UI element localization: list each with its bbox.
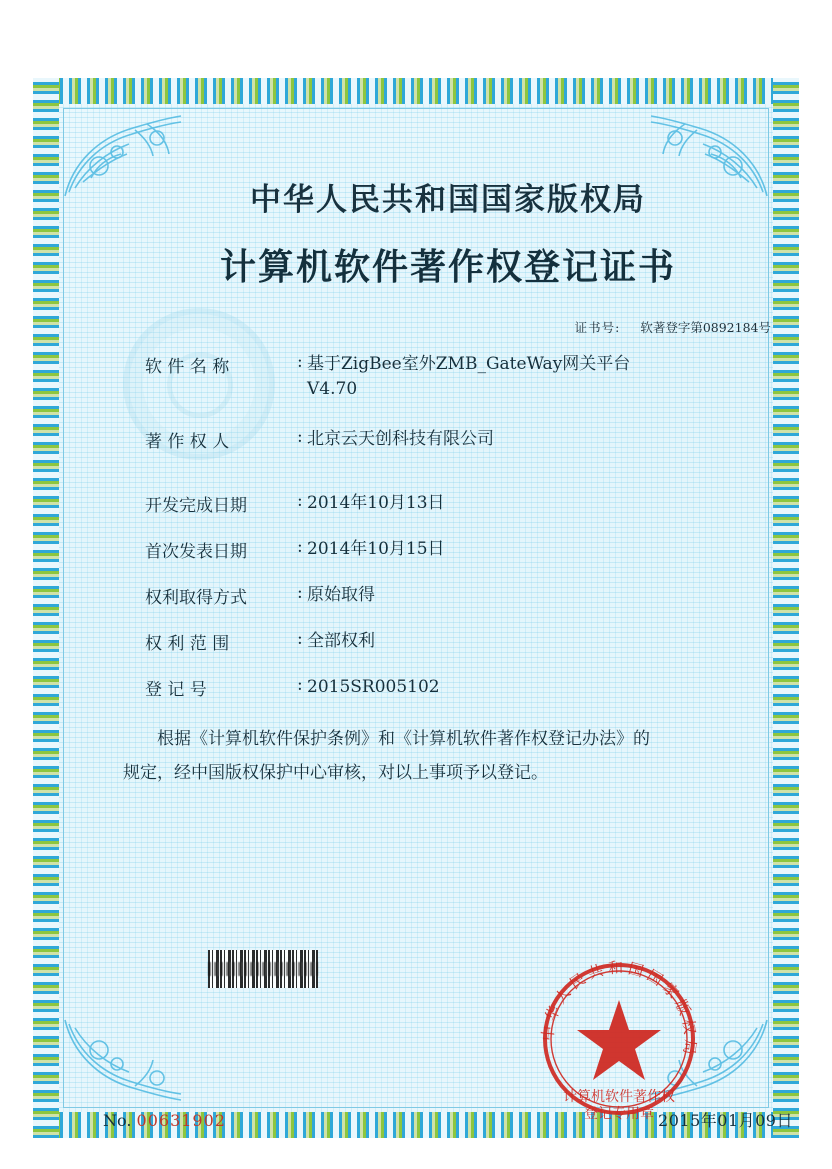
corner-flourish-bottom-left-icon (63, 1018, 183, 1108)
field-value: 原始取得 (307, 585, 375, 606)
field-colon: : (297, 352, 303, 372)
field-value: 2015SR005102 (307, 677, 440, 698)
official-seal (530, 950, 708, 1128)
field-label: 登 记 号 (145, 680, 207, 701)
field-value (307, 352, 793, 401)
field-label: 开发完成日期 (145, 496, 247, 517)
field-colon: : (297, 583, 303, 604)
field-value: 北京云天创科技有限公司 (307, 429, 494, 450)
serial-number (103, 1111, 226, 1130)
field-value-line2: V4.70 (307, 378, 358, 399)
field-value: 2014年10月15日 (307, 539, 445, 560)
legal-statement (103, 722, 793, 790)
field-copyright-owner (145, 427, 793, 452)
serial-number-value: 00631902 (136, 1111, 226, 1130)
field-software-name (145, 352, 793, 401)
field-development-completion-date (145, 491, 793, 516)
certificate-footer (103, 1108, 793, 1131)
barcode-overlay (208, 962, 318, 976)
border-band-top (33, 78, 799, 104)
field-value: 全部权利 (307, 631, 375, 652)
field-value: 2014年10月13日 (307, 493, 445, 514)
field-colon: : (297, 629, 303, 650)
field-spacer (145, 473, 793, 491)
field-label: 权利取得方式 (145, 588, 247, 609)
field-label: 著 作 权 人 (145, 432, 230, 453)
certificate-content (103, 174, 793, 790)
field-label: 权 利 范 围 (145, 634, 230, 655)
statement-line-1: 根据《计算机软件保护条例》和《计算机软件著作权登记办法》的 (157, 729, 650, 750)
field-first-publication-date (145, 537, 793, 562)
svg-text:登记专用章: 登记专用章 (584, 1106, 654, 1122)
field-colon: : (297, 427, 303, 448)
serial-number-label: No. (103, 1111, 132, 1130)
certificate-number-value: 软著登字第0892184号 (640, 320, 771, 335)
certificate-number-label: 证书号: (574, 320, 621, 335)
border-band-left (33, 78, 59, 1138)
issuing-authority-title: 中华人民共和国国家版权局 (250, 182, 646, 218)
field-spacer (145, 409, 793, 427)
field-rights-acquisition-method (145, 583, 793, 608)
field-label: 软 件 名 称 (145, 357, 230, 377)
field-colon: : (297, 491, 303, 512)
svg-text:计算机软件著作权: 计算机软件著作权 (563, 1089, 675, 1105)
statement-line-2: 规定，经中国版权保护中心审核，对以上事项予以登记。 (123, 763, 548, 784)
field-rights-scope (145, 629, 793, 654)
certificate-number-row (103, 318, 793, 336)
field-list (103, 352, 793, 700)
field-label: 首次发表日期 (145, 542, 247, 563)
certificate-frame (33, 78, 799, 1138)
field-value-line1: 基于ZigBee室外ZMB_GateWay网关平台 (307, 354, 631, 374)
field-registration-number (145, 675, 793, 700)
svg-text:中华人民共和国国家版权局: 中华人民共和国国家版权局 (538, 958, 700, 1060)
certificate-main-title: 计算机软件著作权登记证书 (219, 246, 676, 288)
field-colon: : (297, 675, 303, 696)
issue-date: 2015年01月09日 (658, 1111, 793, 1130)
field-colon: : (297, 537, 303, 558)
